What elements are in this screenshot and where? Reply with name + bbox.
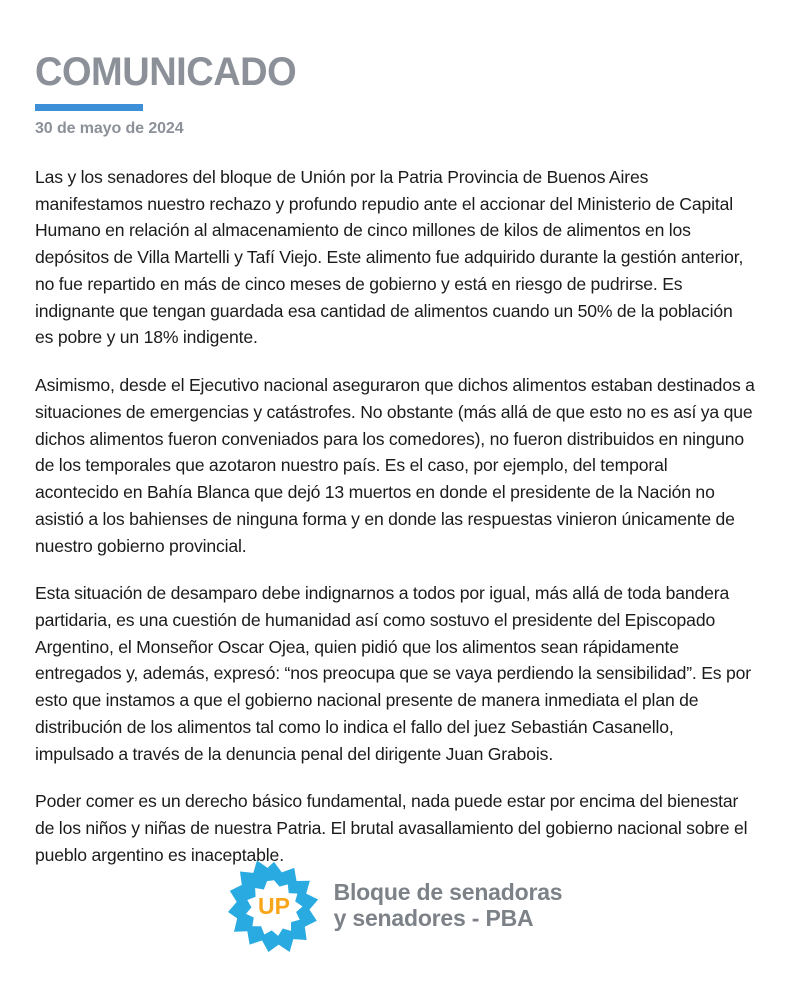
lockup-line-1: Bloque de senadoras [333,879,563,906]
paragraph: Las y los senadores del bloque de Unión por la Patria Provincia de Buenos Aires manifestamos nuestro rechazo y profundo repudio ante el accionar del Ministerio de Capital Humano en relación al almacenamiento de cinco millones de kilos de alimentos en los depósitos de Villa Martelli y Tafí Viejo. Este alimento fue adquirido durante la gestión anterior, no fue repartido en más de cinco meses de gobierno y está en riesgo de pudrirse. Es indignante que tengan guardada esa cantidad de alimentos cuando un 50% de la población es pobre y un 18% indigente. [35,167,744,348]
paragraph: Poder comer es un derecho básico fundamental, nada puede estar por encima del bienestar de los niños y niñas de nuestra Patria. El brutal avasallamiento del gobierno nacional sobre el pueblo argentino es inaceptable. [35,791,748,865]
document-date: 30 de mayo de 2024 [35,120,184,137]
up-sunburst-logo-icon [228,860,320,952]
title-underline-rule [35,104,143,111]
footer-lockup-text [334,880,563,932]
logo-monogram-text: UP [257,892,290,919]
lockup-line-2: y senadores - PBA [333,905,534,931]
body-copy [35,164,755,869]
paragraph: Esta situación de desamparo debe indignarnos a todos por igual, más allá de toda bandera partidaria, es una cuestión de humanidad así como sostuvo el presidente del Episcopado Argentino, el Monseñor Oscar Ojea, quien pidió que los alimentos sean rápidamente entregados y, además, expresó: “nos preocupa que se vaya perdiendo la sensibilidad”. Es por esto que instamos a que el gobierno nacional presente de manera inmediata el plan de distribución de los alimentos tal como lo indica el fallo del juez Sebastián Casanello, impulsado a través de la denuncia penal del dirigente Juan Grabois. [35,583,751,764]
footer-lockup [0,860,790,952]
page-title: COMUNICADO [35,50,297,94]
paragraph: Asimismo, desde el Ejecutivo nacional aseguraron que dichos alimentos estaban destinados a situaciones de emergencias y catástrofes. No obstante (más allá de que esto no es así ya que dichos alimentos fueron conveniados para los comedores), no fueron distribuidos en ninguno de los temporales que azotaron nuestro país. Es el caso, por ejemplo, del temporal acontecido en Bahía Blanca que dejó 13 muertos en donde el presidente de la Nación no asistió a los bahienses de ninguna forma y en donde las respuestas vinieron únicamente de nuestro gobierno provincial. [35,375,755,556]
